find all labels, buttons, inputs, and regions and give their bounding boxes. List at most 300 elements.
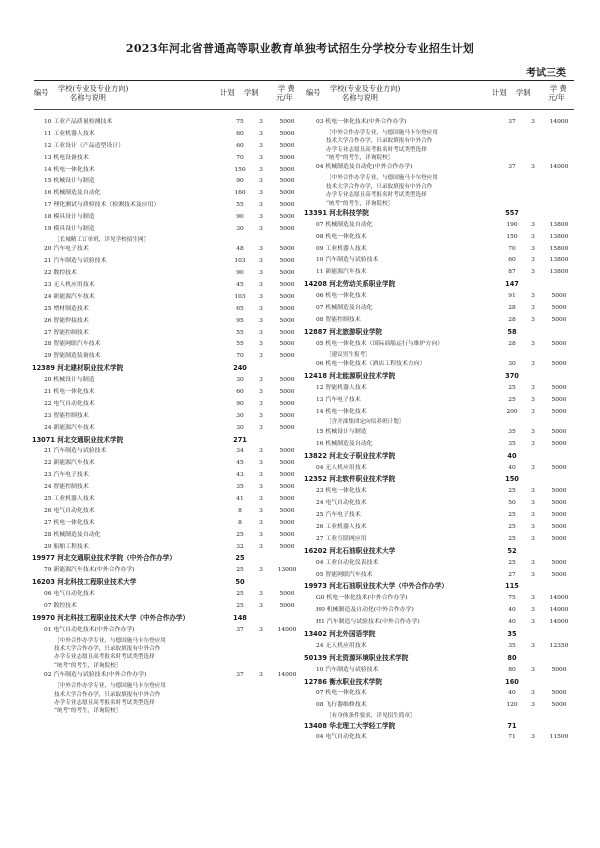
cell-name: 12352 河北软件职业技术学院	[304, 475, 396, 484]
school-row	[34, 363, 302, 375]
major-row	[34, 399, 302, 411]
cell-years: 3	[259, 353, 263, 360]
cell-name: 13822 河北女子职业技术学院	[304, 451, 396, 460]
cell-plan: 60	[508, 257, 516, 264]
cell-plan: 40	[508, 607, 516, 614]
cell-name: 16 机械制造及自动化	[316, 440, 373, 447]
note-row	[306, 154, 574, 162]
major-row	[34, 200, 302, 212]
cell-fee: 5000	[551, 523, 567, 530]
cell-name: 06 机电一体化技术（酒店工程技术方向）	[316, 360, 426, 367]
cell-years: 3	[259, 293, 263, 300]
major-row	[34, 304, 302, 316]
cell-name: 50139 河北资源环境职业技术学院	[304, 653, 409, 662]
cell-plan: 240	[233, 364, 247, 373]
cell-years: 3	[259, 496, 263, 502]
cell-years: 3	[259, 166, 263, 173]
cell-name: ［有身体条件要求，详见招生简章］	[326, 713, 416, 720]
cell-name: 27 机电一体化技术	[44, 519, 95, 526]
cell-name: 79 新能源汽车技术(中外合作办学)	[44, 567, 135, 574]
major-row	[34, 482, 302, 494]
cell-fee: 5000	[551, 408, 567, 415]
cell-fee: 14000	[277, 672, 297, 679]
cell-name: 13391 河北科技学院	[304, 208, 369, 217]
cell-fee: 5000	[551, 360, 567, 367]
cell-name: 21 机电一体化技术	[44, 388, 95, 395]
cell-plan: 25	[508, 396, 516, 403]
cell-plan: 35	[508, 642, 516, 649]
cell-years: 3	[259, 591, 263, 598]
note-row	[306, 351, 574, 359]
major-row	[34, 494, 302, 506]
cell-fee: 14000	[549, 164, 569, 171]
cell-fee: 14000	[549, 619, 569, 626]
major-row	[306, 117, 574, 129]
cell-fee: 5000	[551, 571, 567, 578]
cell-years: 3	[531, 408, 535, 415]
cell-name: “统考”的考生，详询院校］	[326, 155, 394, 162]
cell-name: 办学专业志愿且高考报名时考试类型选择	[54, 699, 155, 706]
cell-plan: 35	[508, 440, 516, 447]
major-row	[34, 268, 302, 280]
cell-fee: 5000	[279, 412, 295, 419]
cell-plan: 103	[234, 293, 246, 300]
major-row	[34, 387, 302, 399]
cell-name: 08 机电一体化技术	[316, 233, 367, 240]
cell-years: 3	[531, 690, 535, 697]
cell-fee: 13800	[549, 269, 569, 276]
major-row	[34, 328, 302, 340]
cell-plan: 35	[508, 428, 516, 435]
cell-name: 21 汽车制造与试验技术	[44, 448, 107, 455]
cell-fee: 5000	[279, 214, 295, 221]
cell-fee: 12350	[549, 642, 569, 649]
header-code: 编号	[34, 88, 49, 97]
cell-name: 16202 河北石油职业技术大学	[304, 546, 396, 555]
cell-plan: 80	[507, 653, 517, 662]
cell-years: 3	[259, 472, 263, 479]
cell-name: 17 理化测试与质检技术（检测技术及应用）	[44, 202, 160, 209]
cell-fee: 13800	[549, 257, 569, 264]
note-row	[34, 662, 302, 670]
cell-name: 07 机电一体化技术	[316, 690, 367, 697]
cell-name: 技术大学合作办学，只录取填报有中外合作	[326, 183, 433, 190]
cell-plan: 60	[236, 388, 244, 395]
cell-fee: 5000	[279, 142, 295, 149]
cell-plan: 55	[236, 341, 244, 348]
major-row	[34, 165, 302, 177]
cell-name: 办学专业志愿且高考报名时考试类型选择	[326, 146, 427, 153]
cell-years: 3	[259, 317, 263, 324]
cell-name: 20 汽车电子技术	[44, 246, 89, 253]
cell-years: 3	[259, 507, 263, 514]
cell-plan: 90	[236, 400, 244, 407]
cell-fee: 5000	[551, 666, 567, 673]
cell-name: 12 智能机器人技术	[316, 384, 367, 391]
cell-plan: 71	[507, 721, 517, 730]
cell-years: 3	[531, 269, 535, 276]
cell-name: 06 电气自动化技术	[44, 591, 95, 598]
cell-plan: 60	[236, 142, 244, 149]
cell-name: 办学专业志愿且高考报名时考试类型选择	[54, 654, 155, 661]
cell-plan: 80	[508, 666, 516, 673]
cell-plan: 40	[508, 464, 516, 471]
school-row	[306, 653, 574, 665]
major-row	[306, 641, 574, 653]
cell-name: “统考”的考生，详询院校］	[326, 200, 394, 207]
header-code: 编号	[306, 88, 321, 97]
major-row	[306, 407, 574, 419]
cell-fee: 5000	[551, 535, 567, 542]
cell-plan: 25	[508, 523, 516, 530]
cell-name: ［建议男生报考］	[326, 351, 371, 358]
cell-plan: 43	[236, 472, 244, 479]
cell-years: 3	[531, 440, 535, 447]
major-row	[34, 188, 302, 200]
cell-years: 3	[259, 626, 263, 633]
cell-fee: 5000	[279, 258, 295, 265]
cell-years: 3	[259, 329, 263, 336]
cell-name: 23 汽车电子技术	[44, 472, 89, 479]
cell-name: “统考”的考生，详询院校］	[54, 662, 122, 669]
cell-plan: 150	[506, 233, 518, 240]
cell-name: 14208 河北劳动关系职业学院	[304, 280, 396, 289]
cell-fee: 5000	[279, 166, 295, 173]
cell-fee: 14000	[549, 119, 569, 125]
major-row	[306, 255, 574, 267]
cell-plan: 271	[233, 435, 247, 444]
cell-name: 29 船舶工程技术	[44, 543, 89, 550]
cell-name: 04 工业自动化仪表技术	[316, 559, 379, 566]
major-row	[306, 665, 574, 677]
cell-fee: 5000	[551, 428, 567, 435]
cell-name: 05 机电一体化技术（国际商船运行与维护方向）	[316, 340, 444, 347]
cell-name: 办学专业志愿且高考报名时考试类型选择	[326, 192, 427, 199]
cell-name: 12418 河北能源职业技术学院	[304, 371, 396, 380]
cell-name: ［含开滦集团定向培养班计划］	[326, 419, 405, 426]
major-row	[306, 732, 574, 744]
cell-plan: 40	[508, 619, 516, 626]
major-row	[34, 280, 302, 292]
cell-plan: 557	[505, 208, 519, 217]
cell-plan: 370	[505, 371, 519, 380]
major-row	[34, 542, 302, 554]
cell-name: 22 电气自动化技术	[44, 400, 95, 407]
cell-fee: 5000	[279, 460, 295, 467]
header-years: 学制	[516, 88, 531, 97]
cell-plan: 28	[508, 305, 516, 312]
major-row	[34, 530, 302, 542]
major-row	[306, 486, 574, 498]
cell-plan: 25	[236, 531, 244, 538]
major-row	[34, 339, 302, 351]
cell-name: 01 电气自动化技术(中外合作办学)	[44, 626, 135, 633]
cell-fee: 14000	[549, 595, 569, 602]
cell-name: 26 工业机器人技术	[316, 523, 367, 530]
major-row	[306, 463, 574, 475]
cell-years: 3	[531, 666, 535, 673]
school-row	[306, 371, 574, 383]
cell-fee: 5000	[279, 377, 295, 384]
cell-name: 07 机械制造及自动化	[316, 305, 373, 312]
note-row	[306, 200, 574, 208]
cell-plan: 30	[236, 377, 244, 384]
cell-name: 07 机械制造及自动化	[316, 221, 373, 228]
cell-years: 3	[531, 595, 535, 602]
cell-fee: 5000	[279, 531, 295, 538]
school-row	[306, 451, 574, 463]
cell-years: 3	[531, 221, 535, 228]
cell-years: 3	[531, 164, 535, 171]
cell-plan: 25	[236, 567, 244, 574]
cell-fee: 5000	[279, 388, 295, 395]
cell-years: 3	[531, 464, 535, 471]
cell-years: 3	[531, 523, 535, 530]
cell-fee: 5000	[279, 305, 295, 312]
cell-plan: 37	[236, 626, 244, 633]
cell-name: 25 汽车电子技术	[316, 512, 361, 519]
cell-fee: 14000	[549, 607, 569, 614]
cell-name: 技术大学合作办学，只录取填报有中外合作	[326, 138, 433, 145]
cell-years: 3	[259, 412, 263, 419]
cell-plan: 45	[236, 281, 244, 288]
major-row	[34, 589, 302, 601]
cell-name: 04 机械制造及自动化(中外合作办学)	[316, 164, 413, 171]
note-row	[306, 129, 574, 137]
cell-years: 3	[531, 500, 535, 507]
cell-name: 08 智能控制技术	[316, 316, 361, 323]
major-row	[34, 375, 302, 387]
cell-fee: 5000	[551, 440, 567, 447]
school-row	[306, 279, 574, 291]
exam-category-label: 考试三类	[526, 68, 566, 79]
cell-plan: 37	[236, 672, 244, 679]
major-row	[34, 176, 302, 188]
header-school-line1: 学校(专业及专业方向)	[330, 84, 401, 93]
cell-name: 11 新能源汽车技术	[316, 269, 367, 276]
cell-years: 3	[259, 603, 263, 610]
cell-plan: 70	[508, 245, 516, 252]
cell-fee: 5000	[279, 317, 295, 324]
cell-plan: 30	[508, 360, 516, 367]
note-row	[34, 699, 302, 707]
cell-years: 3	[531, 488, 535, 495]
major-row	[306, 688, 574, 700]
cell-years: 3	[259, 281, 263, 288]
major-row	[306, 232, 574, 244]
major-row	[34, 256, 302, 268]
cell-fee: 5000	[279, 329, 295, 336]
school-row	[306, 677, 574, 689]
cell-plan: 60	[236, 130, 244, 137]
cell-plan: 52	[507, 546, 517, 555]
major-row	[306, 395, 574, 407]
cell-name: 12887 河北旅游职业学院	[304, 327, 382, 336]
cell-fee: 5000	[551, 690, 567, 697]
cell-plan: 25	[508, 384, 516, 391]
note-row	[34, 637, 302, 645]
cell-name: 14 机电一体化技术	[316, 408, 367, 415]
cell-name: 20 机械设计与制造	[44, 377, 95, 384]
cell-plan: 150	[234, 166, 246, 173]
cell-plan: 35	[507, 629, 517, 638]
cell-years: 3	[259, 672, 263, 679]
cell-years: 3	[259, 531, 263, 538]
cell-fee: 5000	[551, 512, 567, 519]
cell-name: 25 工业机器人技术	[44, 496, 95, 502]
left-row-list	[34, 117, 302, 716]
cell-plan: 200	[506, 408, 518, 415]
cell-fee: 5000	[279, 178, 295, 185]
major-row	[34, 423, 302, 435]
cell-plan: 25	[508, 488, 516, 495]
header-fee-line1: 学 费	[550, 84, 567, 93]
major-row	[306, 315, 574, 327]
cell-years: 3	[259, 178, 263, 185]
cell-name: 24 新能源汽车技术	[44, 424, 95, 431]
header-fee-line1: 学 费	[278, 84, 295, 93]
cell-name: 24 新能源汽车技术	[44, 293, 95, 300]
cell-years: 3	[259, 246, 263, 253]
cell-name: 29 智能制造装备技术	[44, 353, 101, 360]
cell-name: 23 机电一体化技术	[316, 488, 367, 495]
major-row	[306, 617, 574, 629]
cell-years: 3	[531, 619, 535, 626]
cell-name: 24 电气自动化技术	[316, 500, 367, 507]
cell-name: 14 机电一体化技术	[44, 166, 95, 173]
cell-years: 3	[259, 258, 263, 265]
cell-name: 06 机电一体化技术	[316, 293, 367, 300]
cell-fee: 5000	[279, 202, 295, 209]
major-row	[306, 339, 574, 351]
cell-plan: 45	[236, 460, 244, 467]
cell-name: 23 无人机应用技术	[44, 281, 95, 288]
cell-fee: 5000	[279, 226, 295, 233]
cell-plan: 25	[508, 559, 516, 566]
major-row	[34, 212, 302, 224]
cell-name: 技术大学合作办学，只录取填报有中外合作	[54, 646, 161, 653]
school-row	[34, 435, 302, 447]
cell-name: H0 机械制造及自动化(中外合作办学)	[316, 607, 414, 614]
cell-years: 3	[531, 702, 535, 709]
cell-years: 3	[259, 214, 263, 221]
cell-name: ［长城精工订单班，详见学校招生网］	[54, 236, 150, 243]
cell-name: 21 汽车制造与试验技术	[44, 258, 107, 265]
school-row	[34, 577, 302, 589]
cell-name: 10 工业产品质量检测技术	[44, 119, 113, 125]
header-fee-line2: 元/年	[548, 93, 565, 102]
cell-plan: 8	[238, 507, 242, 514]
cell-name: 23 智能控制技术	[44, 412, 89, 419]
cell-name: 10 汽车制造与试验技术	[316, 666, 379, 673]
cell-name: 02 汽车制造与试验技术(中外合作办学)	[44, 672, 147, 679]
cell-plan: 71	[508, 734, 516, 741]
major-row	[306, 303, 574, 315]
cell-plan: 148	[233, 613, 247, 622]
cell-plan: 103	[234, 258, 246, 265]
major-row	[34, 446, 302, 458]
note-row	[306, 174, 574, 182]
cell-plan: 35	[236, 484, 244, 491]
major-row	[306, 534, 574, 546]
top-rule	[34, 80, 574, 81]
cell-fee: 5000	[279, 496, 295, 502]
cell-name: 19973 河北石油职业技术大学（中外合作办学）	[304, 582, 448, 591]
cell-fee: 5000	[279, 484, 295, 491]
cell-name: 19 模具设计与制造	[44, 226, 95, 233]
cell-fee: 5000	[551, 305, 567, 312]
cell-name: 18 模具设计与制造	[44, 214, 95, 221]
cell-years: 3	[259, 154, 263, 161]
cell-name: 15 机械设计与制造	[44, 178, 95, 185]
cell-plan: 37	[508, 119, 516, 125]
cell-plan: 87	[508, 269, 516, 276]
cell-name: “统考”的考生，详询院校］	[54, 708, 122, 715]
cell-fee: 5000	[551, 488, 567, 495]
cell-name: 技术大学合作办学，只录取填报有中外合作	[54, 691, 161, 698]
major-row	[306, 220, 574, 232]
major-row	[34, 411, 302, 423]
note-row	[306, 712, 574, 720]
cell-name: 22 数控技术	[44, 270, 77, 277]
cell-plan: 55	[236, 329, 244, 336]
cell-plan: 90	[236, 270, 244, 277]
cell-fee: 5000	[551, 396, 567, 403]
cell-fee: 5000	[279, 190, 295, 197]
cell-fee: 5000	[279, 130, 295, 137]
major-row	[306, 700, 574, 712]
major-row	[306, 244, 574, 256]
cell-years: 3	[531, 384, 535, 391]
cell-name: 11 工业机器人技术	[44, 130, 95, 137]
major-row	[306, 267, 574, 279]
cell-name: 07 数控技术	[44, 603, 77, 610]
cell-fee: 5000	[279, 119, 295, 125]
cell-plan: 65	[236, 305, 244, 312]
cell-name: ［中外合作办学专业，与德国施马卡尔登应用	[54, 683, 166, 690]
cell-name: 16203 河北科技工程职业技术大学	[32, 578, 137, 587]
cell-years: 3	[259, 519, 263, 526]
cell-fee: 5000	[279, 281, 295, 288]
cell-years: 3	[531, 119, 535, 125]
cell-name: 12389 河北建材职业技术学院	[32, 364, 124, 373]
cell-fee: 5000	[551, 559, 567, 566]
cell-fee: 5000	[279, 472, 295, 479]
cell-fee: 5000	[551, 384, 567, 391]
cell-years: 3	[259, 460, 263, 467]
major-row	[34, 470, 302, 482]
cell-plan: 40	[508, 690, 516, 697]
cell-plan: 50	[508, 500, 516, 507]
school-row	[306, 629, 574, 641]
school-row	[306, 208, 574, 220]
note-row	[306, 183, 574, 191]
cell-plan: 147	[505, 280, 519, 289]
cell-name: 13 汽车电子技术	[316, 396, 361, 403]
cell-fee: 5000	[279, 154, 295, 161]
cell-fee: 5000	[279, 543, 295, 550]
cell-years: 3	[259, 270, 263, 277]
cell-fee: 15800	[549, 245, 569, 252]
cell-plan: 55	[236, 202, 244, 209]
major-row	[34, 625, 302, 637]
cell-name: 13402 河北外国语学院	[304, 629, 376, 638]
note-row	[34, 645, 302, 653]
note-row	[34, 707, 302, 715]
cell-name: 12 工业设计（产品造型设计）	[44, 142, 125, 149]
left-column	[34, 84, 302, 716]
cell-plan: 30	[236, 424, 244, 431]
